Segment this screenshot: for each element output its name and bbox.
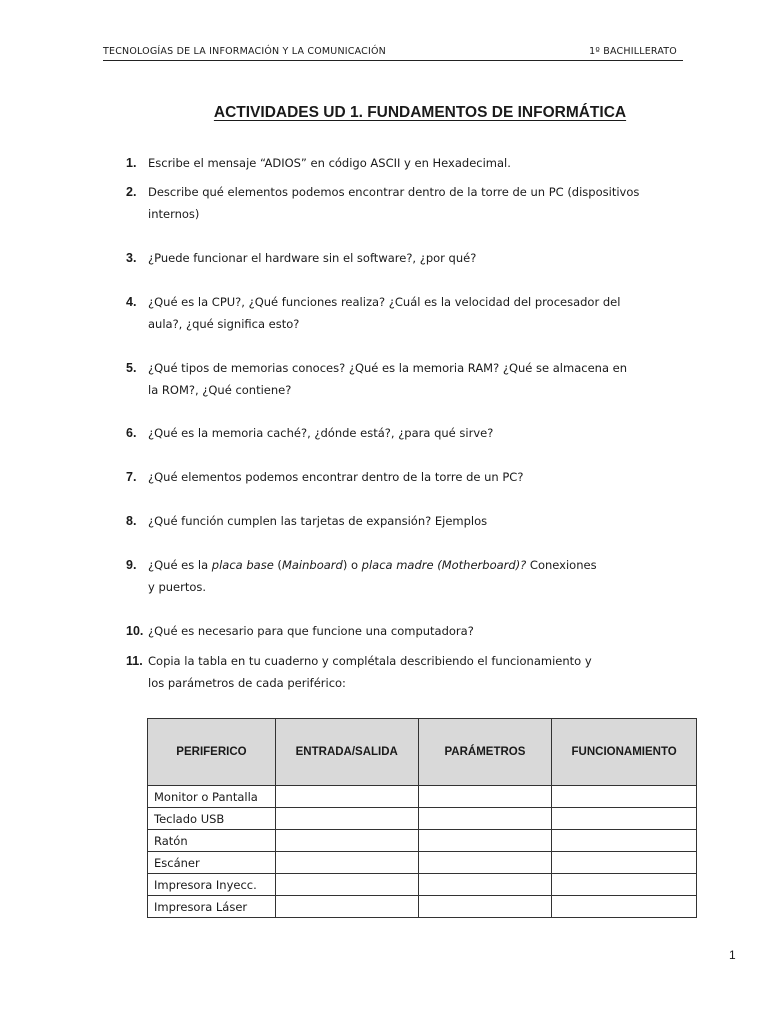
running-header [103, 44, 683, 61]
empty-cell [418, 808, 552, 830]
question-text: Copia la tabla en tu cuaderno y complétala describiendo el funcionamiento y [148, 654, 592, 668]
empty-cell [275, 786, 418, 808]
table-row [148, 896, 697, 918]
question-number: 9. [126, 558, 137, 572]
question-text: ¿Qué es la CPU?, ¿Qué funciones realiza? ¿Cuál es la velocidad del procesador del [148, 295, 621, 309]
peripheral-name: Teclado USB [148, 808, 276, 830]
question-text: internos) [148, 207, 200, 221]
question-number: 10. [126, 624, 144, 638]
page-number: 1 [729, 948, 736, 962]
table-row [148, 874, 697, 896]
question-number: 2. [126, 185, 137, 199]
question-number: 4. [126, 295, 137, 309]
empty-cell [275, 874, 418, 896]
peripheral-name: Ratón [148, 830, 276, 852]
peripheral-name: Impresora Láser [148, 896, 276, 918]
question-text: la ROM?, ¿Qué contiene? [148, 383, 292, 397]
question-number: 11. [126, 654, 143, 668]
question-11 [126, 650, 686, 694]
question-text: y puertos. [148, 580, 207, 594]
peripheral-name: Monitor o Pantalla [148, 786, 276, 808]
question-9 [126, 554, 686, 598]
peripheral-name: Impresora Inyecc. [148, 874, 276, 896]
question-5 [126, 357, 686, 401]
question-text: aula?, ¿qué significa esto? [148, 317, 300, 331]
empty-cell [552, 830, 697, 852]
question-8 [126, 510, 686, 532]
empty-cell [418, 830, 552, 852]
question-number: 3. [126, 251, 137, 265]
question-text: Describe qué elementos podemos encontrar dentro de la torre de un PC (dispositivos [148, 185, 640, 199]
empty-cell [418, 874, 552, 896]
question-number: 1. [126, 156, 137, 170]
question-1 [126, 152, 686, 174]
question-text: ¿Puede funcionar el hardware sin el software?, ¿por qué? [148, 251, 477, 265]
peripheral-name: Escáner [148, 852, 276, 874]
question-text: ¿Qué tipos de memorias conoces? ¿Qué es la memoria RAM? ¿Qué se almacena en [148, 361, 628, 375]
question-4 [126, 291, 686, 335]
empty-cell [418, 896, 552, 918]
table-row [148, 808, 697, 830]
question-text: ¿Qué es necesario para que funcione una computadora? [148, 624, 474, 638]
empty-cell [552, 874, 697, 896]
empty-cell [275, 808, 418, 830]
question-text: ¿Qué es la memoria caché?, ¿dónde está?, ¿para qué sirve? [148, 426, 494, 440]
column-header-entrada-salida: ENTRADA/SALIDA [275, 719, 418, 786]
page-title: ACTIVIDADES UD 1. FUNDAMENTOS DE INFORMÁTICA [213, 104, 627, 121]
column-header-parametros: PARÁMETROS [418, 719, 552, 786]
empty-cell [275, 852, 418, 874]
empty-cell [418, 786, 552, 808]
question-text: Escribe el mensaje “ADIOS” en código ASCII y en Hexadecimal. [148, 156, 511, 170]
question-7 [126, 466, 686, 488]
empty-cell [275, 896, 418, 918]
empty-cell [552, 808, 697, 830]
empty-cell [552, 896, 697, 918]
empty-cell [275, 830, 418, 852]
question-3 [126, 247, 686, 269]
question-6 [126, 422, 686, 444]
empty-cell [418, 852, 552, 874]
question-2 [126, 181, 686, 225]
question-10 [126, 620, 686, 642]
question-text: ¿Qué elementos podemos encontrar dentro de la torre de un PC? [148, 470, 524, 484]
question-text: los parámetros de cada periférico: [148, 676, 346, 690]
column-header-periferico: PERIFERICO [148, 719, 276, 786]
table-header-row [148, 719, 697, 786]
table-row [148, 786, 697, 808]
question-number: 5. [126, 361, 137, 375]
question-number: 8. [126, 514, 137, 528]
question-number: 6. [126, 426, 137, 440]
question-text: ¿Qué función cumplen las tarjetas de expansión? Ejemplos [148, 514, 488, 528]
peripherals-table [147, 718, 697, 918]
empty-cell [552, 852, 697, 874]
table-row [148, 852, 697, 874]
question-text: ¿Qué es la placa base (Mainboard) o placa madre (Motherboard)? Conexiones [148, 558, 597, 572]
header-course: 1º BACHILLERATO [589, 46, 677, 57]
header-subject: TECNOLOGÍAS DE LA INFORMACIÓN Y LA COMUNICACIÓN [103, 46, 386, 57]
table-row [148, 830, 697, 852]
question-number: 7. [126, 470, 137, 484]
column-header-funcionamiento: FUNCIONAMIENTO [552, 719, 697, 786]
empty-cell [552, 786, 697, 808]
